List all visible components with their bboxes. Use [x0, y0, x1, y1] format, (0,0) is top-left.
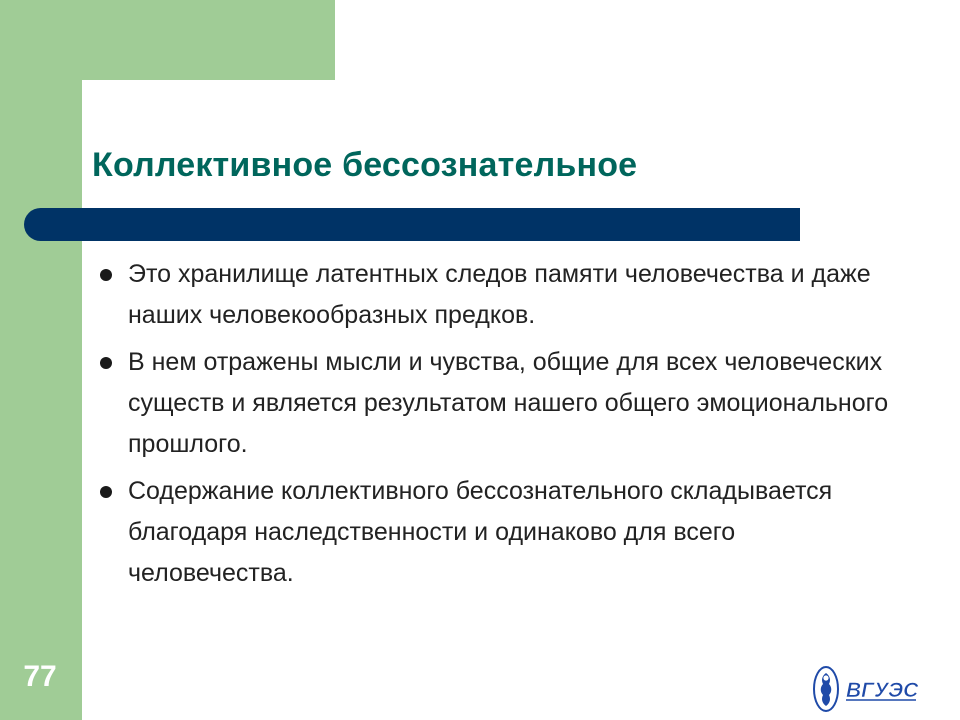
bullet-item [100, 471, 900, 594]
title-underline-bar [24, 208, 800, 241]
bullet-dot-icon [100, 357, 112, 369]
bullet-list [100, 254, 900, 600]
bullet-dot-icon [100, 486, 112, 498]
bullet-text: Это хранилище латентных следов памяти человечества и даже наших человекообразных предков. [128, 260, 871, 329]
bullet-dot-icon [100, 269, 112, 281]
top-green-block [0, 0, 335, 80]
svg-text:ВГУЭС: ВГУЭС [846, 679, 919, 702]
bullet-text: В нем отражены мысли и чувства, общие для всех человеческих существ и является результатом нашего общего эмоционального прошлого. [128, 348, 889, 458]
left-green-band [0, 0, 82, 720]
bullet-item [100, 342, 900, 465]
slide-title: Коллективное бессознательное [92, 146, 638, 184]
bullet-text: Содержание коллективного бессознательного складывается благодаря наследственности и одинаково для всего человечества. [128, 477, 833, 587]
vguef-logo-icon [812, 664, 930, 714]
slide-number: 77 [23, 660, 57, 693]
bullet-item [100, 254, 900, 336]
